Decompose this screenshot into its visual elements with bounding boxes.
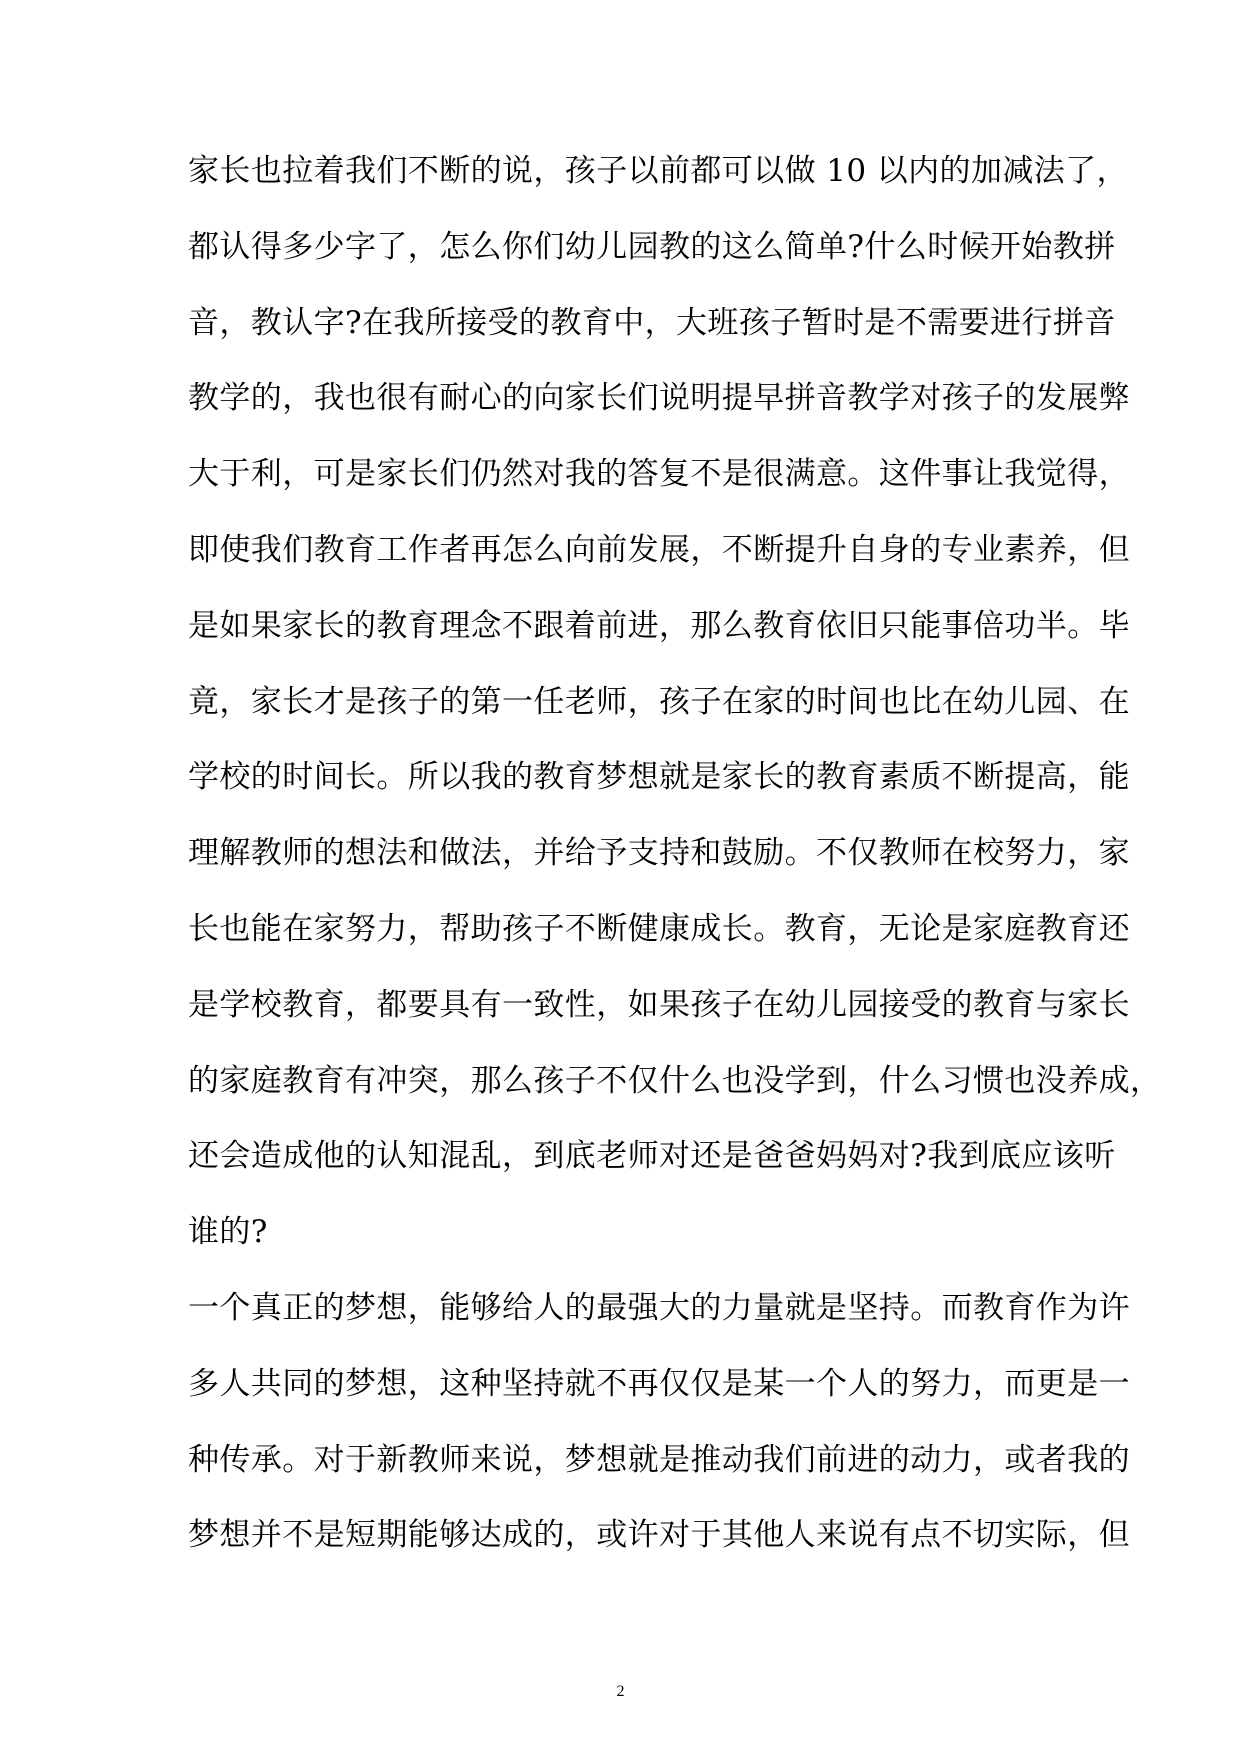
text-line: 都认得多少字了，怎么你们幼儿园教的这么简单?什么时候开始教拼: [188, 228, 1116, 265]
text-line: 音，教认字?在我所接受的教育中，大班孩子暂时是不需要进行拼音: [188, 304, 1116, 341]
text-line: 大于利，可是家长们仍然对我的答复不是很满意。这件事让我觉得，: [188, 456, 1130, 493]
body-text: [188, 148, 1162, 1588]
page-number: 2: [616, 1683, 625, 1700]
text-line: 教学的，我也很有耐心的向家长们说明提早拼音教学对孩子的发展弊: [188, 380, 1130, 417]
text-line: 梦想并不是短期能够达成的，或许对于其他人来说有点不切实际，但: [188, 1517, 1130, 1554]
text-line: 多人共同的梦想，这种坚持就不再仅仅是某一个人的努力，而更是一: [188, 1365, 1130, 1402]
text-line: 是学校教育，都要具有一致性，如果孩子在幼儿园接受的教育与家长: [188, 986, 1130, 1023]
text-line: 学校的时间长。所以我的教育梦想就是家长的教育素质不断提高，能: [188, 759, 1130, 796]
text-line: 竟，家长才是孩子的第一任老师，孩子在家的时间也比在幼儿园、在: [188, 683, 1130, 720]
text-line: 是如果家长的教育理念不跟着前进，那么教育依旧只能事倍功半。毕: [188, 607, 1130, 644]
text-line: 的家庭教育有冲突，那么孩子不仅什么也没学到，什么习惯也没养成，: [188, 1062, 1162, 1099]
text-line: 长也能在家努力，帮助孩子不断健康成长。教育，无论是家庭教育还: [188, 910, 1130, 947]
text-line: 一个真正的梦想，能够给人的最强大的力量就是坚持。而教育作为许: [188, 1289, 1130, 1326]
text-line: 即使我们教育工作者再怎么向前发展，不断提升自身的专业素养，但: [188, 531, 1130, 568]
text-line: 种传承。对于新教师来说，梦想就是推动我们前进的动力，或者我的: [188, 1441, 1130, 1478]
text-line: 还会造成他的认知混乱，到底老师对还是爸爸妈妈对?我到底应该听: [188, 1138, 1116, 1175]
text-line: 谁的?: [188, 1214, 268, 1251]
text-line: 家长也拉着我们不断的说，孩子以前都可以做 10 以内的加减法了，: [188, 153, 1128, 189]
text-line: 理解教师的想法和做法，并给予支持和鼓励。不仅教师在校努力，家: [188, 835, 1130, 872]
